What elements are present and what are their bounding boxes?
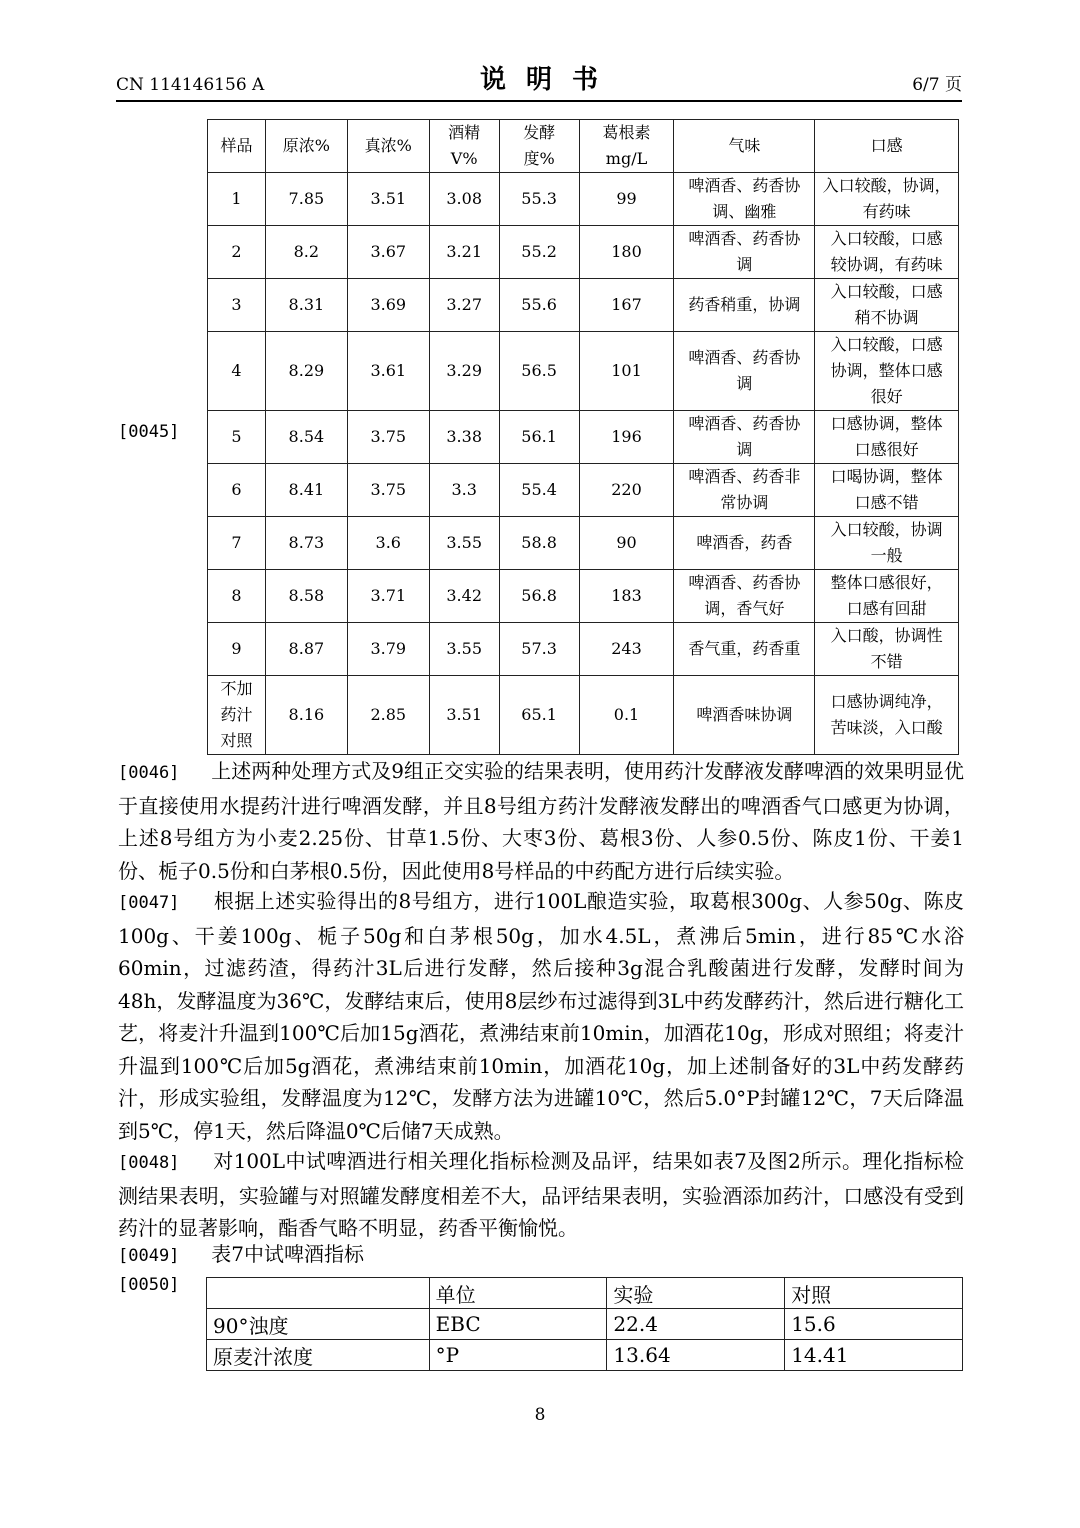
table-cell: 99 — [579, 173, 674, 226]
table-cell: 3.69 — [347, 279, 429, 332]
table-cell: 90°浊度 — [207, 1309, 430, 1340]
table-cell: 3.27 — [429, 279, 499, 332]
paragraph-0046 — [118, 755, 964, 887]
paragraph-label: [0048] — [118, 1153, 180, 1173]
paragraph-0049 — [118, 1238, 964, 1273]
table-cell: 口感协调纯净， 苦味淡，入口酸 — [815, 676, 959, 755]
table-cell: 啤酒香味协调 — [674, 676, 815, 755]
table-row — [208, 676, 959, 755]
patent-number: CN 114146156 A — [116, 75, 265, 95]
paragraph-label: [0047] — [118, 893, 180, 913]
table-7-pilot-beer-indicators — [206, 1277, 963, 1371]
table-cell: 58.8 — [499, 517, 579, 570]
table-cell: 啤酒香、药香协 调 — [674, 332, 815, 411]
table-cell: 8.58 — [265, 570, 347, 623]
table-6-orthogonal-results — [207, 119, 959, 755]
column-header: 发酵 度% — [499, 120, 579, 173]
table-cell: 55.2 — [499, 226, 579, 279]
column-header: 葛根素 mg/L — [579, 120, 674, 173]
paragraph-label-0045: [0045] — [118, 422, 180, 442]
table-cell: 啤酒香、药香协 调，香气好 — [674, 570, 815, 623]
table-cell: 3.29 — [429, 332, 499, 411]
table-cell: 5 — [208, 411, 266, 464]
table-cell: 1 — [208, 173, 266, 226]
table-cell: 3.6 — [347, 517, 429, 570]
table-row — [208, 570, 959, 623]
table-row — [208, 623, 959, 676]
column-header: 原浓% — [265, 120, 347, 173]
table-row — [208, 332, 959, 411]
table-cell: 220 — [579, 464, 674, 517]
table-cell: 啤酒香、药香协 调 — [674, 411, 815, 464]
table-cell: 不加 药汁 对照 — [208, 676, 266, 755]
table-cell: 0.1 — [579, 676, 674, 755]
table-cell: 啤酒香，药香 — [674, 517, 815, 570]
table-cell: 2 — [208, 226, 266, 279]
table-cell: 3.61 — [347, 332, 429, 411]
table-cell: 55.6 — [499, 279, 579, 332]
table-row — [208, 226, 959, 279]
table-cell: 3.42 — [429, 570, 499, 623]
table-row — [208, 464, 959, 517]
table-cell: 8.29 — [265, 332, 347, 411]
table-cell: °P — [429, 1340, 607, 1371]
table-cell: 7.85 — [265, 173, 347, 226]
table-row — [208, 173, 959, 226]
table-cell: 对照 — [785, 1278, 963, 1309]
table-cell: 15.6 — [785, 1309, 963, 1340]
table-cell: 55.4 — [499, 464, 579, 517]
table-cell: 3.71 — [347, 570, 429, 623]
table-cell: 实验 — [607, 1278, 785, 1309]
table-cell: 入口较酸，口感 稍不协调 — [815, 279, 959, 332]
table-row — [207, 1340, 963, 1371]
table-cell: 药香稍重，协调 — [674, 279, 815, 332]
table-cell: 口喝协调，整体 口感不错 — [815, 464, 959, 517]
table-cell: 8.87 — [265, 623, 347, 676]
column-header: 气味 — [674, 120, 815, 173]
table-cell: 9 — [208, 623, 266, 676]
table-cell: 口感协调，整体 口感很好 — [815, 411, 959, 464]
table-cell: 56.1 — [499, 411, 579, 464]
table-cell: 入口较酸，协调 一般 — [815, 517, 959, 570]
table-cell: 香气重，药香重 — [674, 623, 815, 676]
paragraph-text: 对100L中试啤酒进行相关理化指标检测及品评，结果如表7及图2所示。理化指标检测结果表明，实验罐与对照罐发酵度相差不大，品评结果表明，实验酒添加药汁，口感没有受到药汁的显著影响，酯香气略不明显，药香平衡愉悦。 — [118, 1149, 964, 1240]
paragraph-label-0050: [0050] — [118, 1275, 180, 1295]
table-cell: 3.75 — [347, 411, 429, 464]
table-cell: 22.4 — [607, 1309, 785, 1340]
table-cell: 啤酒香、药香非 常协调 — [674, 464, 815, 517]
table-row — [208, 517, 959, 570]
table-row — [208, 279, 959, 332]
paragraph-0048 — [118, 1145, 964, 1245]
column-header: 真浓% — [347, 120, 429, 173]
table-cell: 3 — [208, 279, 266, 332]
table-cell: 入口较酸，口感 较协调，有药味 — [815, 226, 959, 279]
table-cell: 14.41 — [785, 1340, 963, 1371]
table-cell: 243 — [579, 623, 674, 676]
table-cell: 180 — [579, 226, 674, 279]
table-cell: 56.8 — [499, 570, 579, 623]
table-cell: 入口较酸，协调， 有药味 — [815, 173, 959, 226]
table-cell: 196 — [579, 411, 674, 464]
table-row — [208, 411, 959, 464]
table-cell: 8.41 — [265, 464, 347, 517]
table-cell: 3.79 — [347, 623, 429, 676]
table-cell: 13.64 — [607, 1340, 785, 1371]
table-cell: 65.1 — [499, 676, 579, 755]
table-cell: 2.85 — [347, 676, 429, 755]
paragraph-text: 上述两种处理方式及9组正交实验的结果表明，使用药汁发酵液发酵啤酒的效果明显优于直接使用水提药汁进行啤酒发酵，并且8号组方药汁发酵液发酵出的啤酒香气口感更为协调，上述8号组方为小麦2.25份、甘草1.5份、大枣3份、葛根3份、人参0.5份、陈皮1份、干姜1份、栀子0.5份和白茅根0.5份，因此使用8号样品的中药配方进行后续实验。 — [118, 759, 964, 883]
table-cell: 入口较酸，口感 协调，整体口感 很好 — [815, 332, 959, 411]
table-cell: EBC — [429, 1309, 607, 1340]
table-cell: 啤酒香、药香协 调、幽雅 — [674, 173, 815, 226]
table-header-row — [207, 1278, 963, 1309]
page-indicator: 6/7 页 — [912, 75, 962, 95]
table-cell: 啤酒香、药香协 调 — [674, 226, 815, 279]
table-cell: 90 — [579, 517, 674, 570]
document-title: 说明书 — [479, 65, 618, 95]
table-cell: 原麦汁浓度 — [207, 1340, 430, 1371]
table-header-row — [208, 120, 959, 173]
table-cell: 4 — [208, 332, 266, 411]
table-cell: 101 — [579, 332, 674, 411]
table-cell: 7 — [208, 517, 266, 570]
table-cell: 3.21 — [429, 226, 499, 279]
table-cell: 8.31 — [265, 279, 347, 332]
paragraph-label: [0049] — [118, 1246, 180, 1266]
table-cell: 183 — [579, 570, 674, 623]
table-cell: 55.3 — [499, 173, 579, 226]
table-cell: 3.67 — [347, 226, 429, 279]
table-cell: 167 — [579, 279, 674, 332]
table-row — [207, 1309, 963, 1340]
table-cell: 3.38 — [429, 411, 499, 464]
page-header — [116, 62, 962, 102]
table-7-caption: 表7中试啤酒指标 — [211, 1242, 364, 1266]
table-cell: 入口酸，协调性 不错 — [815, 623, 959, 676]
paragraph-text: 根据上述实验得出的8号组方，进行100L酿造实验，取葛根300g、人参50g、陈皮100g、干姜100g、栀子50g和白茅根50g，加水4.5L，煮沸后5min，进行85℃水浴60min，过滤药渣，得药汁3L后进行发酵，然后接种3g混合乳酸菌进行发酵，发酵时间为48h，发酵温度为36℃，发酵结束后，使用8层纱布过滤得到3L中药发酵药汁，然后进行糖化工艺，将麦汁升温到100℃后加15g酒花，煮沸结束前10min，加酒花10g，形成对照组；将麦汁升温到100℃后加5g酒花，煮沸结束前10min，加酒花10g，加上述制备好的3L中药发酵药汁，形成实验组，发酵温度为12℃，发酵方法为进罐10℃，然后5.0°P封罐12℃，7天后降温到5℃，停1天，然后降温0℃后储7天成熟。 — [118, 889, 964, 1143]
column-header: 口感 — [815, 120, 959, 173]
table-cell: 8.2 — [265, 226, 347, 279]
paragraph-0047 — [118, 885, 964, 1147]
table-cell: 整体口感很好， 口感有回甜 — [815, 570, 959, 623]
table-cell: 3.75 — [347, 464, 429, 517]
table-cell: 3.55 — [429, 623, 499, 676]
table-cell: 8.16 — [265, 676, 347, 755]
table-cell: 8.73 — [265, 517, 347, 570]
table-cell — [207, 1278, 430, 1309]
table-cell: 6 — [208, 464, 266, 517]
page-number: 8 — [534, 1405, 546, 1425]
table-cell: 单位 — [429, 1278, 607, 1309]
table-cell: 3.3 — [429, 464, 499, 517]
table-cell: 3.08 — [429, 173, 499, 226]
table-cell: 56.5 — [499, 332, 579, 411]
paragraph-label: [0046] — [118, 763, 180, 783]
table-cell: 57.3 — [499, 623, 579, 676]
table-cell: 3.51 — [347, 173, 429, 226]
table-cell: 8 — [208, 570, 266, 623]
table-cell: 3.51 — [429, 676, 499, 755]
table-cell: 8.54 — [265, 411, 347, 464]
column-header: 酒精 V% — [429, 120, 499, 173]
table-cell: 3.55 — [429, 517, 499, 570]
column-header: 样品 — [208, 120, 266, 173]
